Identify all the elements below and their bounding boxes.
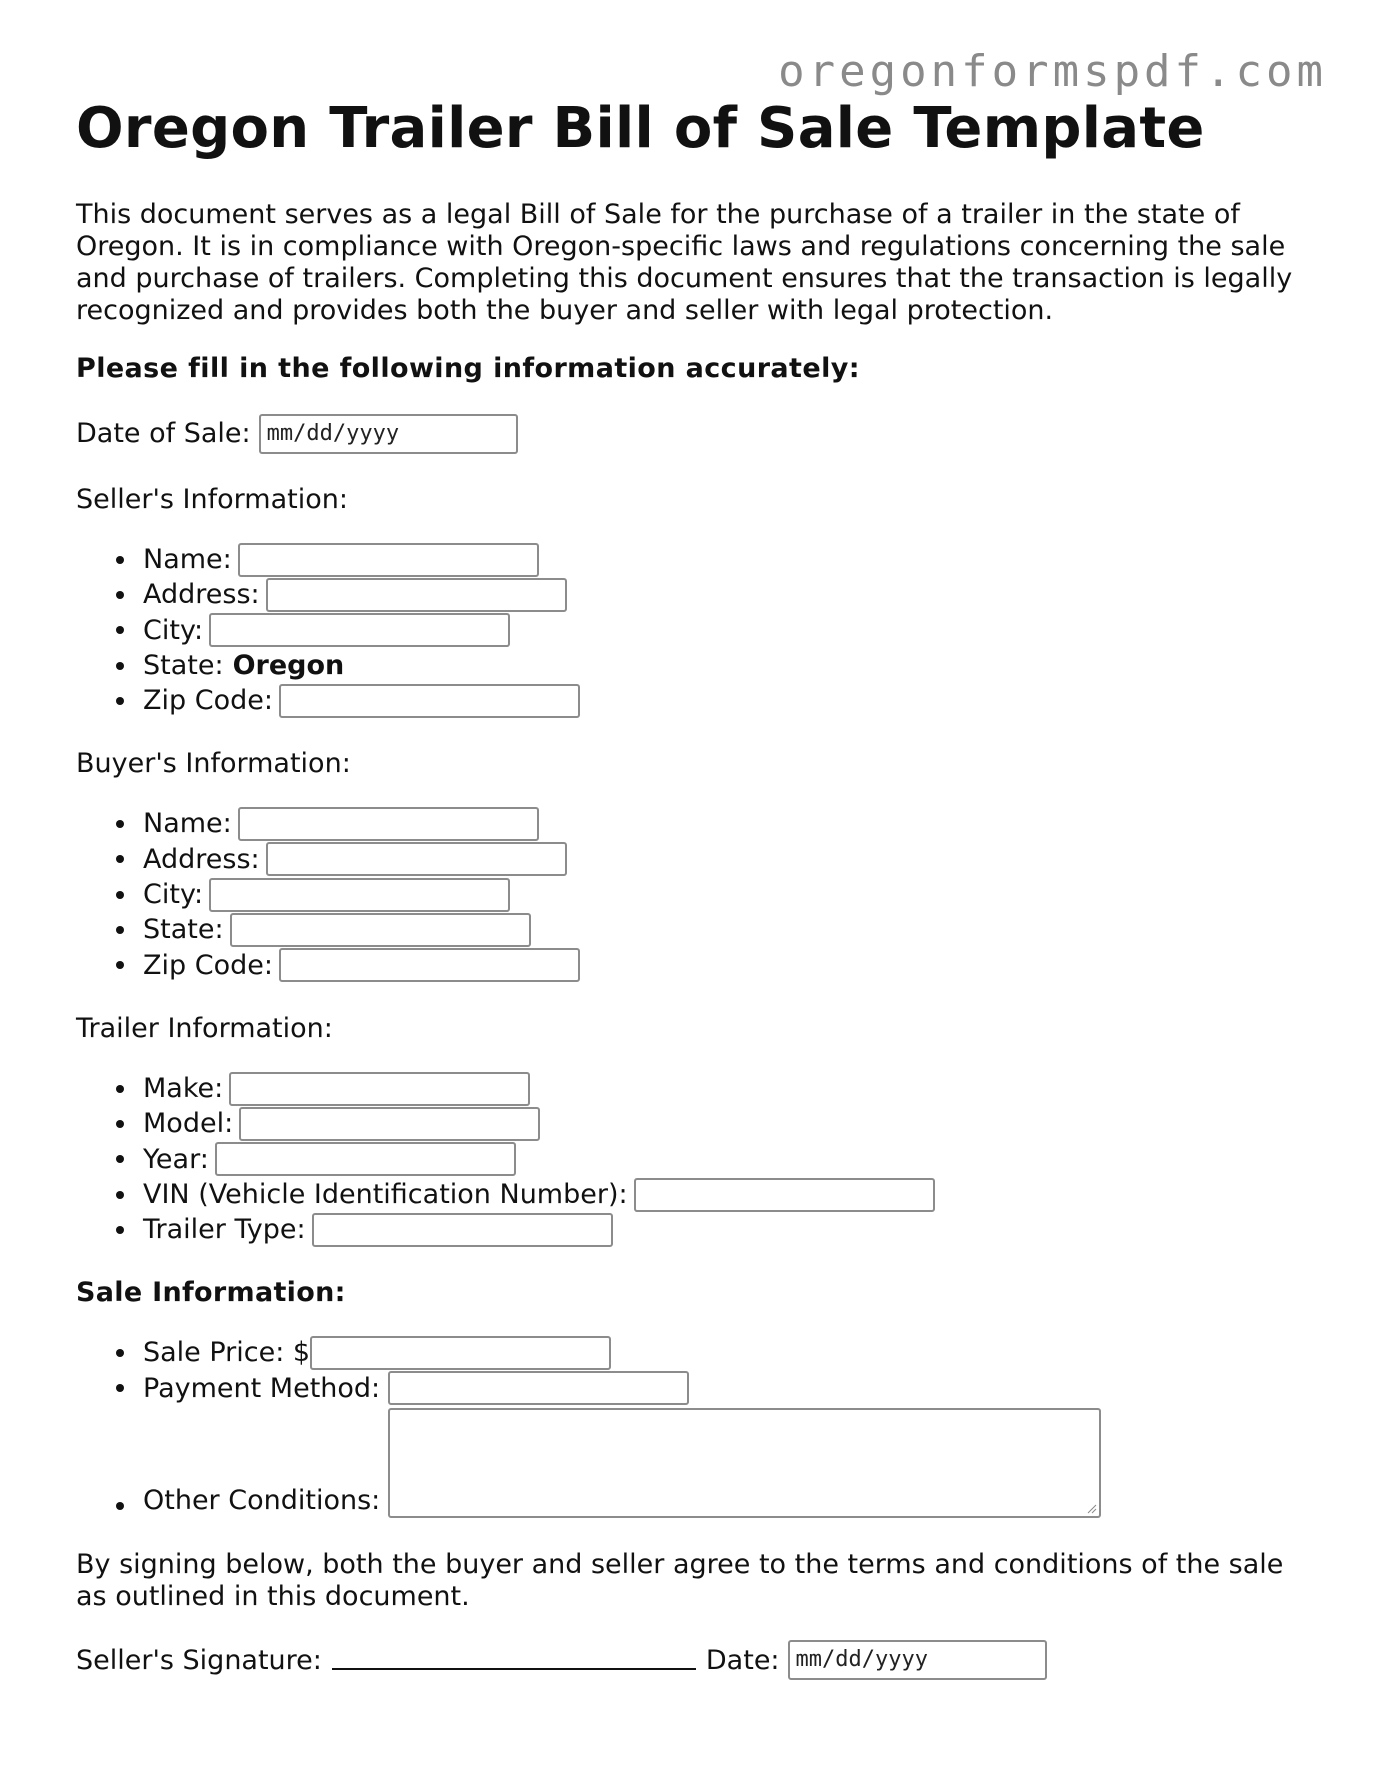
seller-address-input[interactable] [266,578,567,612]
date-of-sale-input[interactable]: mm/dd/yyyy [259,414,518,454]
buyer-address-label: Address: [143,843,260,875]
list-item [76,1106,1316,1141]
buyer-name-input[interactable] [238,807,539,841]
payment-method-input[interactable] [388,1371,689,1405]
sale-price-input[interactable] [310,1336,611,1370]
trailer-type-label: Trailer Type: [143,1214,306,1246]
closing-paragraph: By signing below, both the buyer and seller agree to the terms and conditions of the sale as outlined in this document. [76,1549,1284,1613]
instruction-text: Please fill in the following information accurately: [76,353,860,384]
watermark: oregonformspdf.com [778,46,1327,97]
date-of-sale-label: Date of Sale: [76,418,251,449]
other-conditions-label: Other Conditions: [143,1484,381,1516]
list-item [76,1071,1316,1106]
list-item [76,648,1316,683]
trailer-fields-list [76,1071,1316,1247]
form-page [76,96,1316,1680]
seller-address-label: Address: [143,579,260,611]
trailer-vin-input[interactable] [634,1178,935,1212]
buyer-state-label: State: [143,914,224,946]
list-item [76,1406,1316,1518]
buyer-city-label: City: [143,879,204,911]
list-item [76,613,1316,648]
buyer-zip-label: Zip Code: [143,949,273,981]
resize-grip-icon[interactable] [1085,1502,1097,1514]
sale-fields-list [76,1335,1316,1518]
seller-name-input[interactable] [238,543,539,577]
buyer-zip-input[interactable] [279,948,580,982]
seller-signature-line[interactable] [332,1668,696,1670]
sale-section-heading: Sale Information: [76,1277,346,1309]
list-item [76,806,1316,841]
trailer-section-heading: Trailer Information: [76,1012,333,1044]
seller-city-label: City: [143,614,204,646]
seller-fields-list [76,542,1316,718]
buyer-address-input[interactable] [266,842,567,876]
list-item [76,1335,1316,1370]
buyer-state-input[interactable] [230,913,531,947]
trailer-make-label: Make: [143,1072,224,1104]
seller-name-label: Name: [143,544,232,575]
trailer-model-label: Model: [143,1108,234,1140]
trailer-year-input[interactable] [215,1142,516,1176]
trailer-model-input[interactable] [239,1107,540,1141]
intro-paragraph: This document serves as a legal Bill of Sale for the purchase of a trailer in the state of Oregon. It is in compliance with Oregon-specific laws and regulations concerning the sale and purchase of trailers. Completing this document ensures that the transaction is legally recognized and provides both the buyer and seller with legal protection. [76,199,1293,326]
seller-signature-label: Seller's Signature: [76,1644,322,1676]
trailer-vin-label: VIN (Vehicle Identification Number): [143,1178,628,1210]
list-item [76,1212,1316,1247]
date-of-sale-row [76,414,1316,454]
sale-price-label: Sale Price: $ [143,1337,311,1369]
seller-zip-label: Zip Code: [143,685,273,717]
buyer-name-label: Name: [143,808,232,840]
list-item [76,877,1316,912]
seller-city-input[interactable] [209,613,510,647]
page-title: Oregon Trailer Bill of Sale Template [76,96,1205,161]
list-item [76,1142,1316,1177]
trailer-type-input[interactable] [312,1213,613,1247]
trailer-year-label: Year: [143,1143,209,1175]
list-item [76,542,1316,577]
list-item [76,1177,1316,1212]
other-conditions-textarea[interactable] [388,1408,1101,1518]
signature-date-input[interactable]: mm/dd/yyyy [788,1640,1047,1680]
list-item [76,683,1316,718]
seller-state-value: Oregon [232,649,345,681]
signature-row [76,1640,1316,1680]
signature-date-label: Date: [705,1644,780,1676]
list-item [76,912,1316,947]
seller-section-heading: Seller's Information: [76,484,348,515]
buyer-section-heading: Buyer's Information: [76,748,351,780]
list-item [76,842,1316,877]
list-item [76,1371,1316,1406]
list-item [76,948,1316,983]
buyer-city-input[interactable] [209,878,510,912]
seller-zip-input[interactable] [279,684,580,718]
list-item [76,577,1316,612]
payment-method-label: Payment Method: [143,1372,381,1404]
seller-state-label: State: [143,649,224,681]
trailer-make-input[interactable] [229,1072,530,1106]
buyer-fields-list [76,806,1316,982]
